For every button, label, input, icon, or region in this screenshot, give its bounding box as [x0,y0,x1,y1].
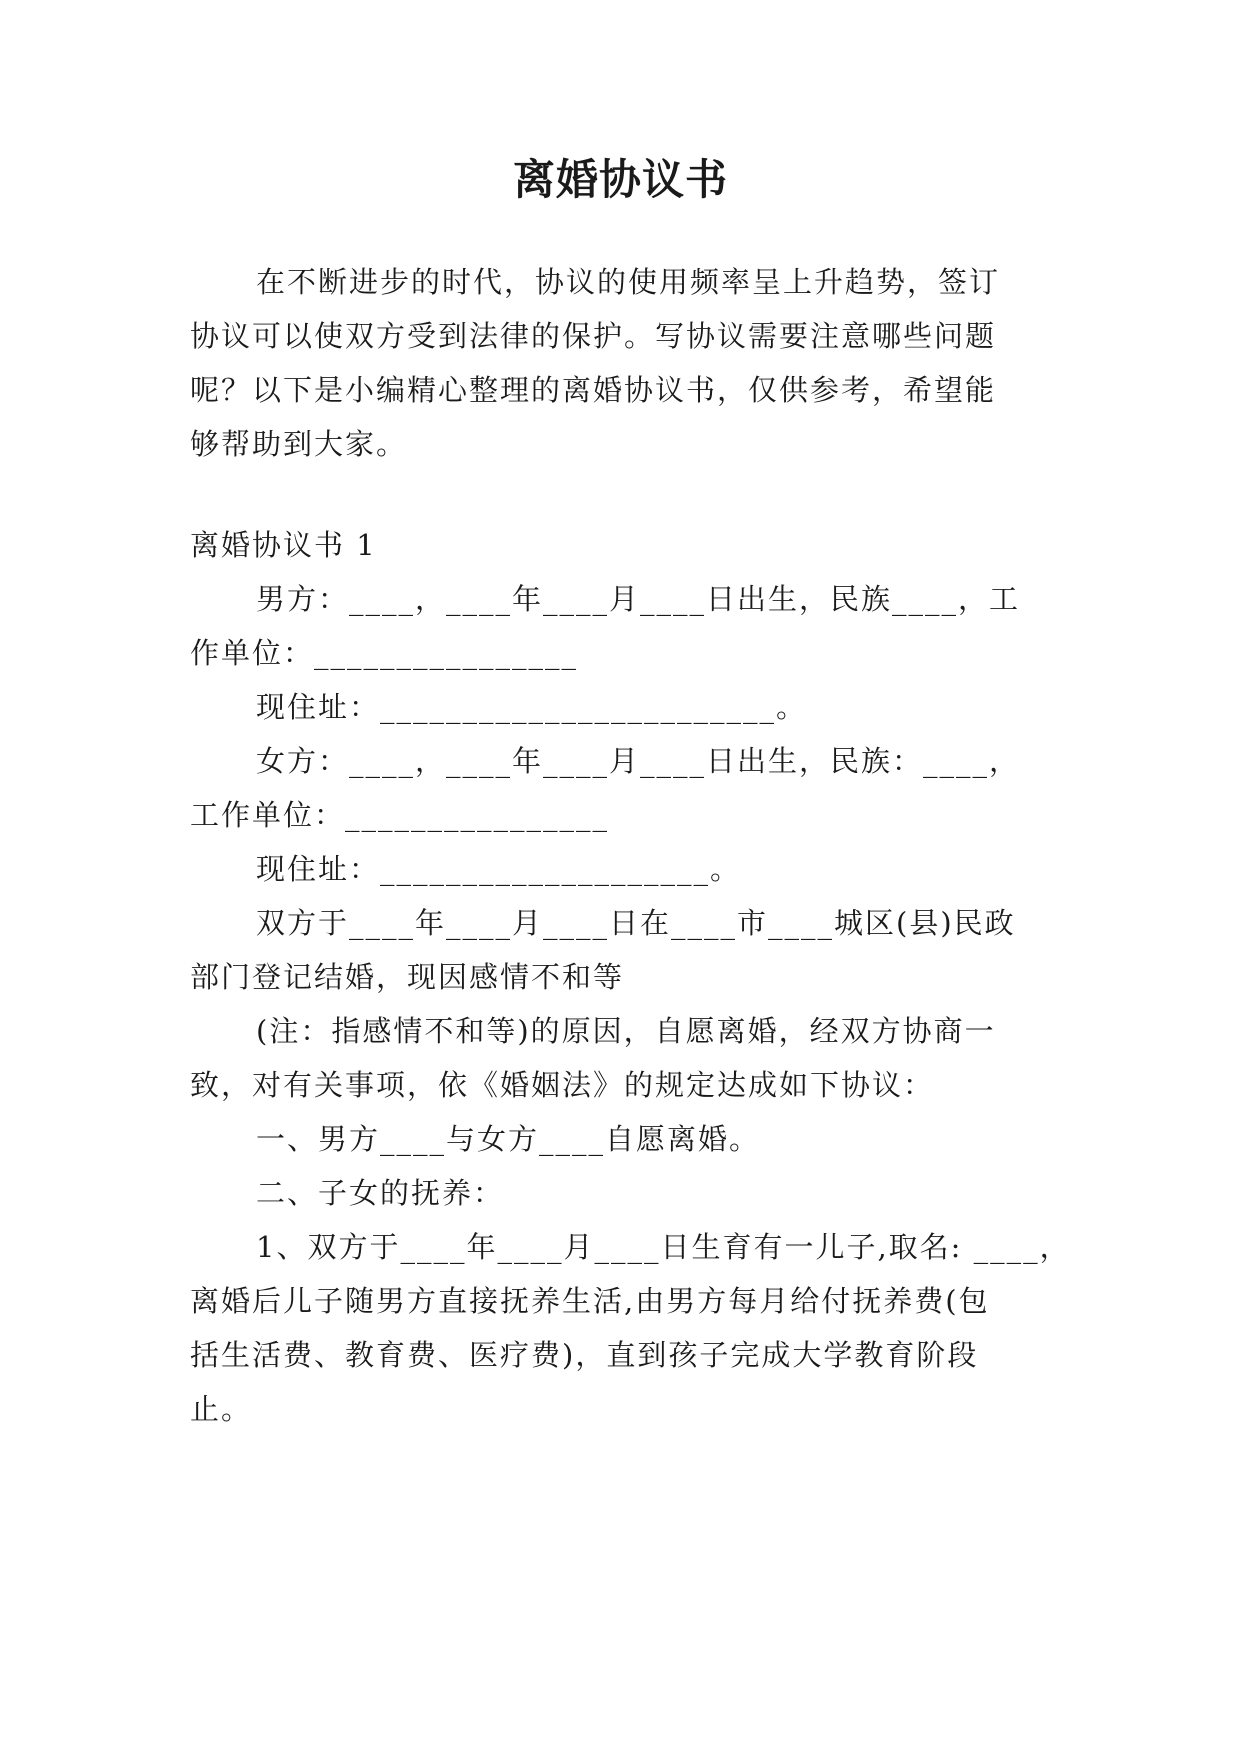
intro-line: 协议可以使双方受到法律的保护。写协议需要注意哪些问题 [190,319,997,353]
body-line: 双方于____年____月____日在____市____城区(县)民政 [256,906,1016,940]
body-line: 现住址：________________________。 [256,690,808,724]
body-line: 离婚后儿子随男方直接抚养生活,由男方每月给付抚养费(包 [190,1284,990,1318]
body-line: 男方：____，____年____月____日出生，民族____，工 [256,582,1021,616]
body-line: 1、双方于____年____月____日生育有一儿子,取名: ____， [256,1230,1071,1264]
intro-line: 呢？以下是小编精心整理的离婚协议书，仅供参考，希望能 [190,373,997,407]
document-title: 离婚协议书 [512,155,728,204]
body-line: 括生活费、教育费、医疗费)，直到孩子完成大学教育阶段 [190,1338,979,1372]
body-line: 一、男方____与女方____自愿离婚。 [256,1122,761,1156]
body-line: 作单位：________________ [190,636,579,670]
body-line: 致，对有关事项，依《婚姻法》的规定达成如下协议： [190,1068,935,1102]
body-line: (注：指感情不和等)的原因，自愿离婚，经双方协商一 [256,1014,996,1048]
intro-line: 在不断进步的时代，协议的使用频率呈上升趋势，签订 [256,265,1001,299]
body-line: 二、子女的抚养： [256,1176,505,1210]
body-line: 止。 [190,1392,253,1426]
body-line: 现住址：____________________。 [256,852,742,886]
body-line: 部门登记结婚，现因感情不和等 [190,960,625,994]
intro-line: 够帮助到大家。 [190,427,408,461]
section-heading: 离婚协议书 1 [190,528,377,562]
body-line: 工作单位：________________ [190,798,610,832]
body-line: 女方：____，____年____月____日出生，民族：____， [256,744,1021,778]
